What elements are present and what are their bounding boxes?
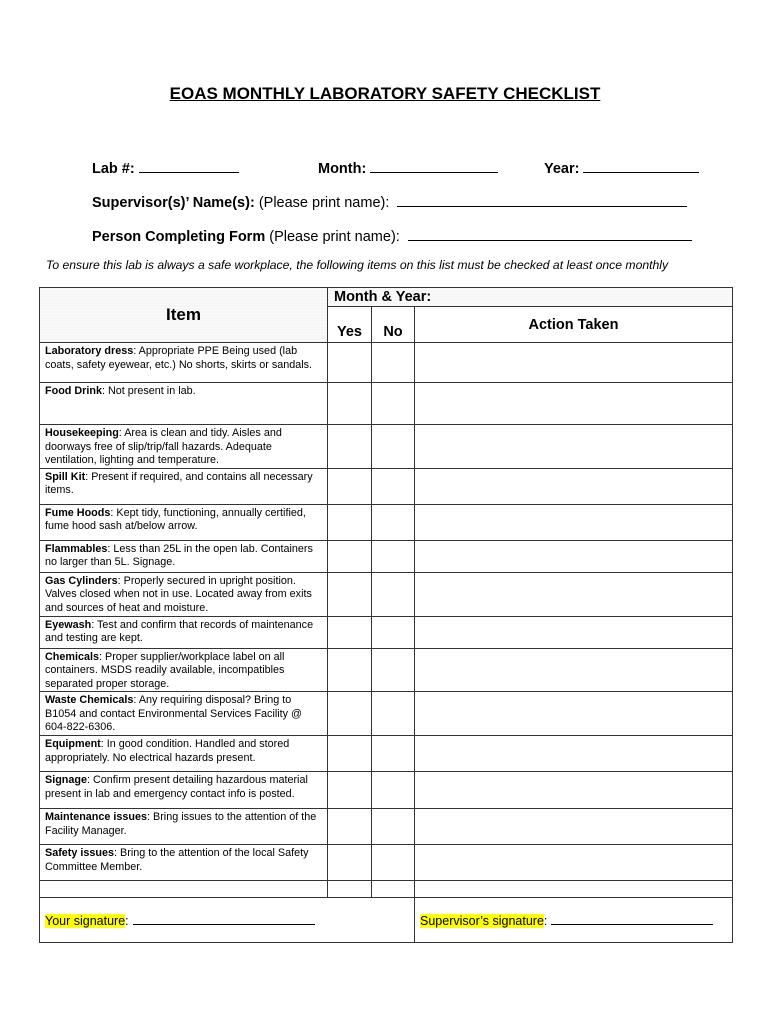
checklist-item-description: : Less than 25L in the open lab. Containers no larger than 5L. Signage.	[45, 542, 313, 568]
checklist-action-cell[interactable]	[415, 692, 733, 736]
checklist-action-cell[interactable]	[415, 343, 733, 383]
blank-item-cell	[40, 881, 328, 898]
checklist-item-cell	[40, 425, 328, 469]
checklist-yes-cell[interactable]	[328, 692, 372, 736]
checklist-item-title: Signage	[45, 774, 87, 786]
checklist-item-description: : Bring to the attention of the local Safety Committee Member.	[45, 847, 309, 873]
checklist-item-cell	[40, 468, 328, 504]
month-input-line[interactable]	[370, 158, 498, 173]
checklist-item-title: Fume Hoods	[45, 506, 111, 519]
item-header: Item	[40, 288, 328, 343]
checklist-action-cell[interactable]	[415, 736, 733, 772]
supervisor-input-line[interactable]	[397, 192, 687, 207]
checklist-action-cell[interactable]	[415, 425, 733, 469]
blank-action-cell[interactable]	[415, 881, 733, 898]
checklist-item-cell	[40, 772, 328, 809]
checklist-action-cell[interactable]	[415, 383, 733, 425]
checklist-yes-cell[interactable]	[328, 540, 372, 572]
checklist-row	[40, 648, 733, 692]
checklist-item-title: Chemicals	[45, 650, 100, 663]
checklist-item-description: : Test and confirm that records of maintenance and testing are kept.	[45, 618, 314, 644]
supervisor-signature-colon: :	[543, 914, 548, 928]
checklist-item-cell	[40, 616, 328, 648]
checklist-item-title: Food Drink	[45, 385, 102, 397]
person-label: Person Completing Form	[92, 229, 266, 245]
checklist-item-title: Laboratory dress	[45, 345, 134, 357]
blank-no-cell[interactable]	[372, 881, 415, 898]
checklist-item-description: : Proper supplier/workplace label on all containers. MSDS readily available, incompatibles separated proper storage.	[45, 650, 285, 690]
your-signature-label: Your signature	[45, 914, 126, 928]
checklist-item-description: : Area is clean and tidy. Aisles and doorways free of slip/trip/fall hazards. Adequate ventilation, lighting and temperature.	[45, 427, 282, 466]
lab-field[interactable]	[92, 158, 239, 177]
checklist-no-cell[interactable]	[372, 692, 415, 736]
checklist-action-cell[interactable]	[415, 616, 733, 648]
checklist-item-cell	[40, 809, 328, 845]
checklist-table	[39, 287, 733, 943]
checklist-row	[40, 736, 733, 772]
checklist-row	[40, 468, 733, 504]
checklist-no-cell[interactable]	[372, 383, 415, 425]
checklist-action-cell[interactable]	[415, 772, 733, 809]
year-field[interactable]	[544, 158, 699, 177]
checklist-action-cell[interactable]	[415, 809, 733, 845]
checklist-yes-cell[interactable]	[328, 343, 372, 383]
checklist-row	[40, 572, 733, 616]
checklist-item-description: : Properly secured in upright position. Valves closed when not in use. Located away from exits and sources of heat and moisture.	[45, 574, 312, 614]
checklist-yes-cell[interactable]	[328, 845, 372, 881]
person-field[interactable]	[92, 226, 692, 245]
checklist-item-cell	[40, 845, 328, 881]
lab-input-line[interactable]	[139, 158, 239, 173]
checklist-action-cell[interactable]	[415, 572, 733, 616]
checklist-row	[40, 616, 733, 648]
checklist-item-description: : In good condition. Handled and stored appropriately. No electrical hazards present.	[45, 738, 290, 764]
checklist-no-cell[interactable]	[372, 468, 415, 504]
checklist-row	[40, 504, 733, 540]
your-signature-cell[interactable]	[40, 898, 415, 943]
supervisor-signature-cell[interactable]	[415, 898, 733, 943]
checklist-item-description: : Any requiring disposal? Bring to B1054 and contact Environmental Services Facility @ 604-822-6306.	[45, 694, 303, 733]
supervisor-signature-label: Supervisor’s signature	[420, 914, 544, 928]
checklist-item-cell	[40, 648, 328, 692]
checklist-yes-cell[interactable]	[328, 616, 372, 648]
checklist-item-description: : Bring issues to the attention of the Facility Manager.	[45, 811, 317, 837]
person-input-line[interactable]	[408, 226, 692, 241]
supervisor-signature-line[interactable]	[551, 912, 713, 925]
checklist-item-title: Maintenance issues	[45, 811, 148, 823]
checklist-yes-cell[interactable]	[328, 468, 372, 504]
checklist-item-title: Equipment	[45, 738, 101, 750]
supervisor-hint: (Please print name):	[258, 195, 390, 211]
checklist-item-title: Flammables	[45, 542, 108, 555]
checklist-row	[40, 772, 733, 809]
checklist-no-cell[interactable]	[372, 504, 415, 540]
month-field[interactable]	[318, 158, 498, 177]
checklist-action-cell[interactable]	[415, 845, 733, 881]
checklist-item-description: : Kept tidy, functioning, annually certified, fume hood sash at/below arrow.	[45, 506, 306, 532]
checklist-item-description: : Appropriate PPE Being used (lab coats, safety eyewear, etc.) No shorts, skirts or sandals.	[45, 345, 313, 371]
no-header: No	[372, 307, 415, 343]
checklist-yes-cell[interactable]	[328, 809, 372, 845]
checklist-row	[40, 809, 733, 845]
checklist-item-cell	[40, 343, 328, 383]
checklist-item-description: : Confirm present detailing hazardous material present in lab and emergency contact info is posted.	[45, 774, 308, 800]
checklist-no-cell[interactable]	[372, 809, 415, 845]
checklist-yes-cell[interactable]	[328, 425, 372, 469]
checklist-action-cell[interactable]	[415, 540, 733, 572]
action-taken-header: Action Taken	[415, 307, 733, 343]
checklist-no-cell[interactable]	[372, 736, 415, 772]
checklist-no-cell[interactable]	[372, 648, 415, 692]
checklist-yes-cell[interactable]	[328, 772, 372, 809]
checklist-item-description: : Not present in lab.	[101, 385, 196, 397]
checklist-item-title: Housekeeping	[45, 427, 119, 439]
year-label: Year:	[544, 161, 580, 177]
checklist-item-cell	[40, 504, 328, 540]
checklist-row	[40, 540, 733, 572]
supervisor-label: Supervisor(s)’ Name(s):	[92, 195, 255, 211]
checklist-no-cell[interactable]	[372, 572, 415, 616]
intro-text: To ensure this lab is always a safe workplace, the following items on this list must be checked at least once monthly	[46, 258, 669, 272]
checklist-item-cell	[40, 736, 328, 772]
checklist-item-cell	[40, 383, 328, 425]
checklist-yes-cell[interactable]	[328, 572, 372, 616]
checklist-item-title: Eyewash	[45, 618, 92, 631]
checklist-item-title: Waste Chemicals	[45, 694, 134, 706]
your-signature-colon: :	[125, 914, 129, 928]
checklist-item-cell	[40, 692, 328, 736]
checklist-item-cell	[40, 540, 328, 572]
checklist-item-title: Spill Kit	[45, 470, 86, 483]
checklist-yes-cell[interactable]	[328, 736, 372, 772]
checklist-row	[40, 845, 733, 881]
checklist-action-cell[interactable]	[415, 504, 733, 540]
checklist-no-cell[interactable]	[372, 425, 415, 469]
month-year-header: Month & Year:	[328, 288, 733, 307]
checklist-row	[40, 383, 733, 425]
checklist-action-cell[interactable]	[415, 468, 733, 504]
lab-label: Lab #:	[92, 161, 135, 177]
checklist-yes-cell[interactable]	[328, 648, 372, 692]
your-signature-line[interactable]	[133, 912, 315, 925]
checklist-row	[40, 692, 733, 736]
checklist-no-cell[interactable]	[372, 616, 415, 648]
yes-header: Yes	[328, 307, 372, 343]
checklist-row	[40, 425, 733, 469]
checklist-item-cell	[40, 572, 328, 616]
page-title: EOAS MONTHLY LABORATORY SAFETY CHECKLIST	[169, 84, 601, 103]
month-label: Month:	[318, 161, 367, 177]
checklist-item-title: Safety issues	[45, 847, 115, 859]
checklist-no-cell[interactable]	[372, 772, 415, 809]
checklist-no-cell[interactable]	[372, 343, 415, 383]
checklist-action-cell[interactable]	[415, 648, 733, 692]
checklist-no-cell[interactable]	[372, 845, 415, 881]
supervisor-field[interactable]	[92, 192, 687, 211]
year-input-line[interactable]	[583, 158, 699, 173]
checklist-yes-cell[interactable]	[328, 504, 372, 540]
checklist-yes-cell[interactable]	[328, 383, 372, 425]
blank-yes-cell[interactable]	[328, 881, 372, 898]
checklist-row	[40, 343, 733, 383]
person-hint: (Please print name):	[269, 229, 400, 245]
checklist-no-cell[interactable]	[372, 540, 415, 572]
checklist-item-description: : Present if required, and contains all necessary items.	[45, 470, 313, 496]
checklist-item-title: Gas Cylinders	[45, 574, 118, 587]
